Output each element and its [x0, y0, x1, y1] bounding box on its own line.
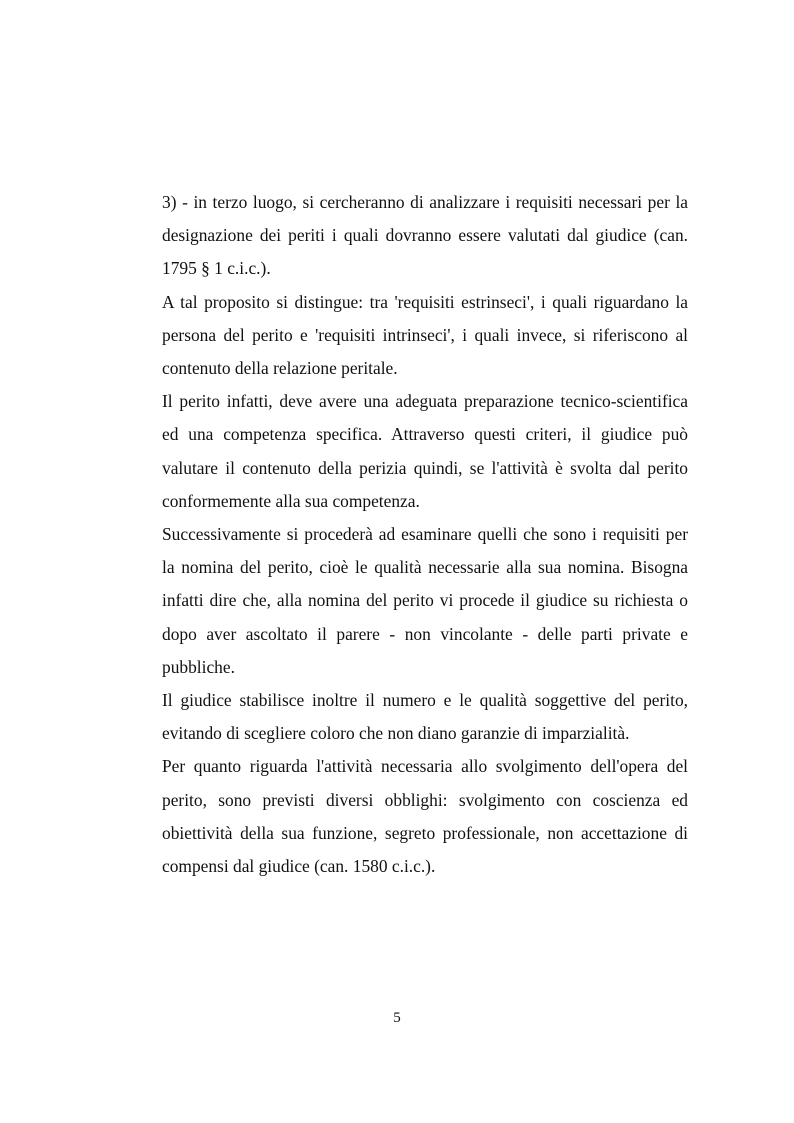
page-number: 5: [393, 1010, 401, 1026]
paragraph-requisiti-intro: 3) - in terzo luogo, si cercheranno di analizzare i requisiti necessari per la designazione dei periti i quali dovranno essere valutati dal giudice (can. 1795 § 1 c.i.c.).: [162, 192, 688, 279]
paragraph-nomina-perito: Successivamente si procederà ad esaminare quelli che sono i requisiti per la nomina del perito, cioè le qualità necessarie alla sua nomina. Bisogna infatti dire che, alla nomina del perito vi procede il giudice su richiesta o dopo aver ascoltato il parere - non vincolante - delle parti private e pubbliche.: [162, 524, 688, 677]
paragraph-qualita-soggettive: Il giudice stabilisce inoltre il numero e le qualità soggettive del perito, evitando di scegliere coloro che non diano garanzie di imparzialità.: [162, 690, 688, 744]
paragraph-preparazione-perito: Il perito infatti, deve avere una adeguata preparazione tecnico-scientifica ed una competenza specifica. Attraverso questi criteri, il giudice può valutare il contenuto della perizia quindi, se l'attività è svolta dal perito conformemente alla sua competenza.: [162, 391, 688, 511]
body-text: [162, 186, 688, 883]
paragraph-obblighi-perito: Per quanto riguarda l'attività necessaria allo svolgimento dell'opera del perito, sono previsti diversi obblighi: svolgimento con coscienza ed obiettività della sua funzione, segreto professionale, non accettazione di compensi dal giudice (can. 1580 c.i.c.).: [162, 756, 688, 877]
paragraph-requisiti-distinzione: A tal proposito si distingue: tra 'requisiti estrinseci', i quali riguardano la persona del perito e 'requisiti intrinseci', i quali invece, si riferiscono al contenuto della relazione peritale.: [162, 291, 688, 379]
